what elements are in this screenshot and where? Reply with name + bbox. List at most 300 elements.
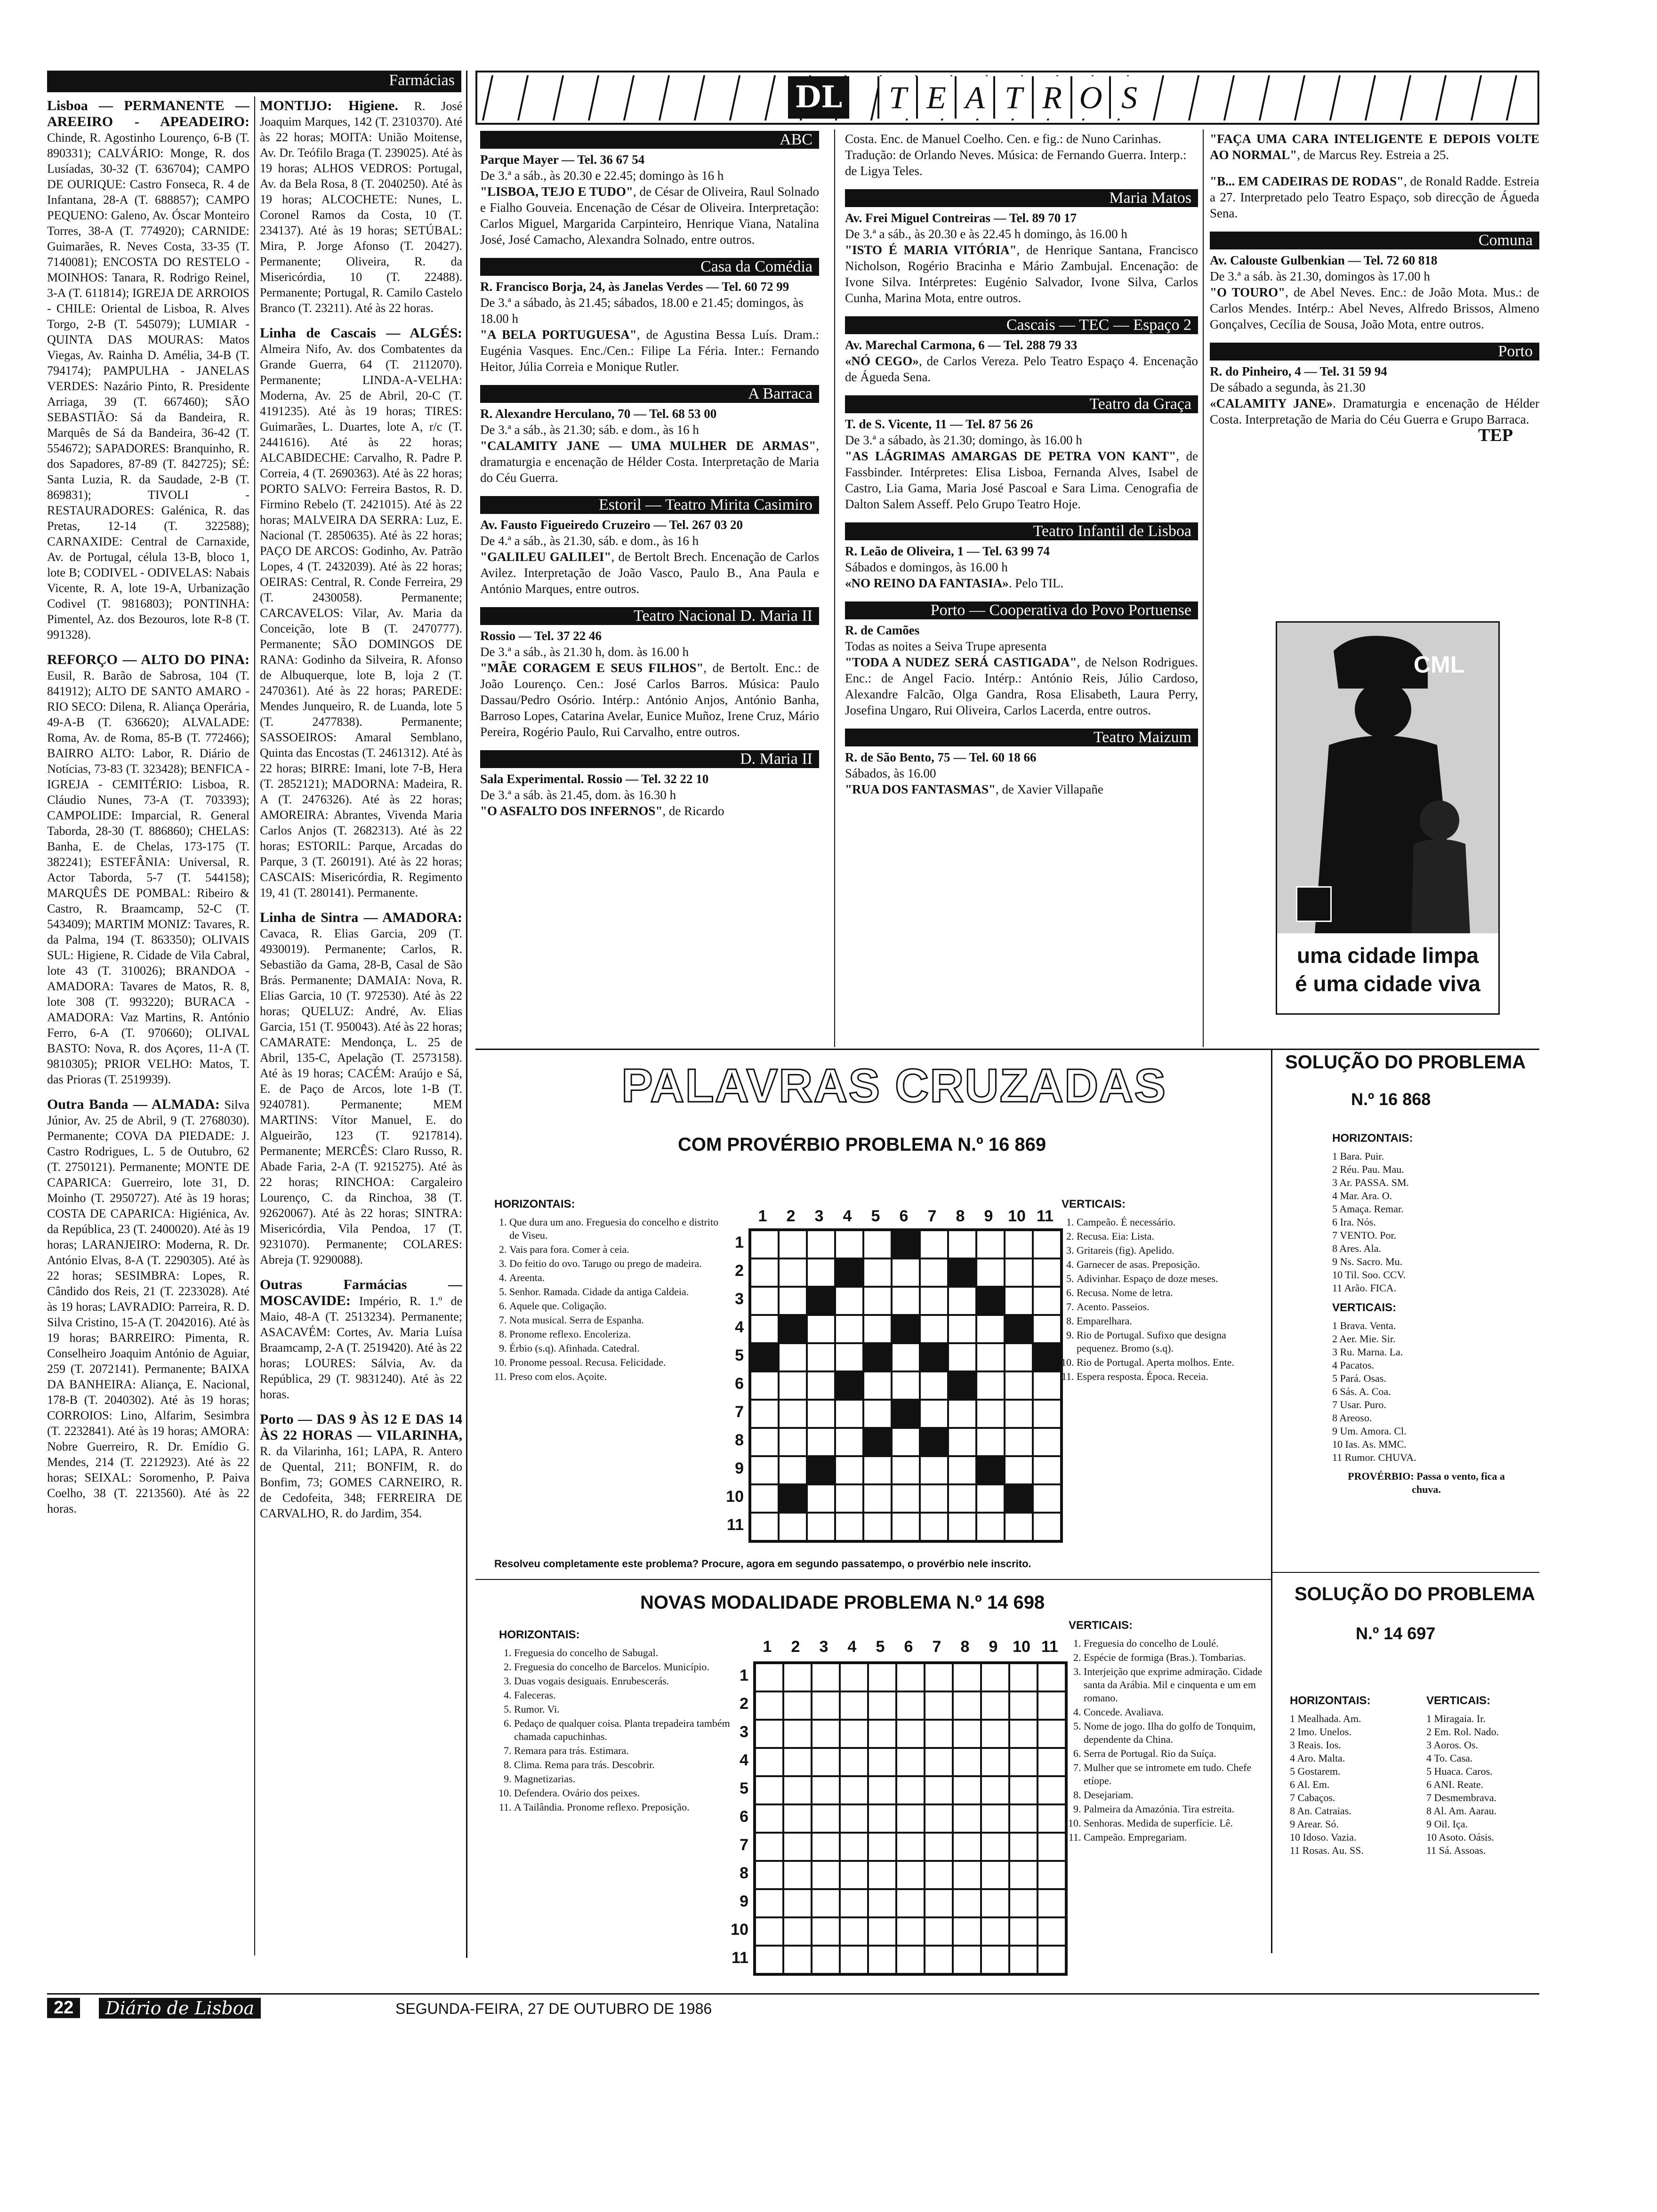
grid-cell[interactable] <box>783 1748 812 1776</box>
clue: 11. Preso com elos. Açoite. <box>509 1370 730 1383</box>
grid-cell[interactable] <box>783 1804 812 1833</box>
grid-cell[interactable] <box>807 1428 835 1456</box>
banner-slash <box>1294 75 1305 120</box>
grid-cell[interactable] <box>1005 1371 1033 1400</box>
grid-cell[interactable] <box>812 1776 840 1804</box>
grid-cell[interactable] <box>948 1287 976 1315</box>
grid-cell[interactable] <box>892 1287 920 1315</box>
grid-cell[interactable] <box>981 1889 1009 1917</box>
grid-cell[interactable] <box>1009 1917 1038 1946</box>
grid-cell[interactable] <box>925 1833 953 1861</box>
grid-cell[interactable] <box>1038 1917 1066 1946</box>
grid-cell[interactable] <box>755 1946 783 1974</box>
theatre-entry <box>845 522 1198 591</box>
grid-cell[interactable] <box>863 1400 892 1428</box>
grid-cell[interactable] <box>783 1861 812 1889</box>
grid-cell[interactable] <box>868 1861 896 1889</box>
grid-cell[interactable] <box>779 1400 807 1428</box>
grid-cell[interactable] <box>953 1917 981 1946</box>
grid-cell[interactable] <box>750 1315 779 1343</box>
grid-cell[interactable] <box>953 1691 981 1720</box>
grid-cell[interactable] <box>953 1776 981 1804</box>
clue: 11. Espera resposta. Época. Receia. <box>1077 1370 1264 1383</box>
solution-line: 1 Brava. Venta. <box>1332 1320 1396 1331</box>
banner-letter: T <box>993 76 1032 119</box>
grid-cell[interactable] <box>920 1400 948 1428</box>
grid-cell[interactable] <box>840 1663 868 1691</box>
grid-cell[interactable] <box>892 1456 920 1484</box>
grid-cell[interactable] <box>920 1371 948 1400</box>
solution-line: 11 Sá. Assoas. <box>1426 1844 1486 1856</box>
play-credits: , de Nelson Rodrigues. Enc.: de Angel Facio. Intérp.: António Reis, Júlio Cardoso, Alexandre Falcão, Olga Gandra, Rosa Elisabeth, Laura Perry, Josefina Ungaro, Rui Oliveira, Carlos Lacerda, entre outros. <box>845 655 1198 717</box>
grid-cell[interactable] <box>976 1428 1005 1456</box>
grid-cell[interactable] <box>783 1776 812 1804</box>
grid-cell[interactable] <box>925 1889 953 1917</box>
clue: 8. Emparelhara. <box>1077 1314 1264 1328</box>
grid-cell[interactable] <box>896 1663 925 1691</box>
grid-cell[interactable] <box>1009 1691 1038 1720</box>
grid-cell[interactable] <box>953 1889 981 1917</box>
theatre-play <box>845 353 1198 385</box>
grid-cell[interactable] <box>981 1776 1009 1804</box>
grid-cell[interactable] <box>896 1748 925 1776</box>
grid-cell[interactable] <box>953 1861 981 1889</box>
grid-cell[interactable] <box>1033 1258 1061 1287</box>
grid-cell[interactable] <box>750 1400 779 1428</box>
grid-cell[interactable] <box>896 1917 925 1946</box>
pharmacies-header: Farmácias <box>47 71 461 92</box>
play-credits: , de Ricardo <box>662 804 724 818</box>
grid-cell[interactable] <box>779 1258 807 1287</box>
black-cell <box>835 1371 863 1400</box>
grid-cell[interactable] <box>953 1720 981 1748</box>
grid-cell[interactable] <box>755 1889 783 1917</box>
black-cell <box>807 1287 835 1315</box>
clue: 8. Pronome reflexo. Encoleriza. <box>509 1328 730 1341</box>
grid-cell[interactable] <box>750 1513 779 1541</box>
theatre-schedule: Sábados, às 16.00 <box>845 766 936 780</box>
grid-cell[interactable] <box>868 1691 896 1720</box>
grid-cell[interactable] <box>948 1343 976 1371</box>
banner-slash <box>517 75 529 120</box>
banner-slash <box>482 75 493 120</box>
theatre-entry <box>480 131 819 248</box>
grid-cell[interactable] <box>1005 1230 1033 1258</box>
grid-cell[interactable] <box>976 1315 1005 1343</box>
grid-cell[interactable] <box>863 1513 892 1541</box>
grid-cell[interactable] <box>812 1917 840 1946</box>
row-number: 4 <box>740 1751 748 1769</box>
crossword2-row-numbers <box>725 1661 748 1972</box>
grid-cell[interactable] <box>925 1861 953 1889</box>
grid-cell[interactable] <box>840 1889 868 1917</box>
clue: 5. Senhor. Ramada. Cidade da antiga Caldeia. <box>509 1285 730 1298</box>
clue: 3. Interjeição que exprime admiração. Cidade santa da Arábia. Mil e cinquenta e um em romano. <box>1084 1665 1266 1705</box>
grid-cell[interactable] <box>981 1917 1009 1946</box>
grid-cell[interactable] <box>783 1833 812 1861</box>
grid-cell[interactable] <box>840 1833 868 1861</box>
grid-cell[interactable] <box>779 1456 807 1484</box>
grid-cell[interactable] <box>896 1861 925 1889</box>
play-title: «NÓ CEGO» <box>845 354 919 368</box>
solution-line: 3 Aoros. Os. <box>1426 1739 1479 1751</box>
grid-cell[interactable] <box>892 1343 920 1371</box>
grid-cell[interactable] <box>892 1371 920 1400</box>
grid-cell[interactable] <box>835 1343 863 1371</box>
grid-cell[interactable] <box>1033 1315 1061 1343</box>
grid-cell[interactable] <box>868 1917 896 1946</box>
banner-slash <box>1329 75 1341 120</box>
grid-cell[interactable] <box>1005 1287 1033 1315</box>
grid-cell[interactable] <box>1005 1400 1033 1428</box>
grid-cell[interactable] <box>807 1400 835 1428</box>
solution-line: 10 Asoto. Oásis. <box>1426 1831 1495 1843</box>
theatre-schedule: De 3.ª a sáb., às 20.30 e às 22.45 h domingo, às 16.00 h <box>845 227 1127 241</box>
clue: 11. A Tailândia. Pronome reflexo. Preposição. <box>514 1801 734 1814</box>
grid-cell[interactable] <box>896 1804 925 1833</box>
play-credits: , de Henrique Santana, Francisco Nicholson, Rogério Bracinha e Mário Zambujal. Encenação: de Ivone Silva. Intérpretes: Eugénio Salvador, Ivone Silva, Carlos Cunha, Marina Mota, entre outros. <box>845 243 1198 305</box>
grid-cell[interactable] <box>1033 1428 1061 1456</box>
theatre-schedule: De 4.ª a sáb., às 21.30, sáb. e dom., às 16 h <box>480 534 699 548</box>
grid-cell[interactable] <box>779 1513 807 1541</box>
grid-cell[interactable] <box>1033 1287 1061 1315</box>
grid-cell[interactable] <box>835 1230 863 1258</box>
grid-cell[interactable] <box>1005 1513 1033 1541</box>
grid-cell[interactable] <box>779 1343 807 1371</box>
grid-cell[interactable] <box>920 1315 948 1343</box>
grid-cell[interactable] <box>779 1230 807 1258</box>
grid-cell[interactable] <box>953 1833 981 1861</box>
clue: 1. Freguesia do concelho de Loulé. <box>1084 1637 1266 1650</box>
row-number: 4 <box>735 1318 744 1336</box>
grid-cell[interactable] <box>981 1748 1009 1776</box>
grid-cell[interactable] <box>1009 1833 1038 1861</box>
solution-line: 2 Imo. Unelos. <box>1290 1726 1351 1738</box>
grid-cell[interactable] <box>925 1720 953 1748</box>
grid-cell[interactable] <box>948 1456 976 1484</box>
grid-cell[interactable] <box>981 1804 1009 1833</box>
grid-cell[interactable] <box>925 1663 953 1691</box>
column-number: 8 <box>956 1207 965 1225</box>
grid-cell[interactable] <box>925 1917 953 1946</box>
grid-cell[interactable] <box>783 1720 812 1748</box>
grid-cell[interactable] <box>920 1258 948 1287</box>
grid-cell[interactable] <box>835 1287 863 1315</box>
theatre-schedule: De 3.ª a sáb., às 20.30 e 22.45; domingo às 16 h <box>480 168 724 183</box>
pharmacy-lead: MONTIJO: Higiene. <box>260 98 398 113</box>
grid-cell[interactable] <box>892 1258 920 1287</box>
theatre-entry <box>480 258 819 375</box>
grid-cell[interactable] <box>1009 1946 1038 1974</box>
grid-cell[interactable] <box>812 1748 840 1776</box>
crossword2-grid[interactable] <box>753 1661 1068 1976</box>
grid-cell[interactable] <box>812 1946 840 1974</box>
grid-cell[interactable] <box>868 1776 896 1804</box>
grid-cell[interactable] <box>976 1484 1005 1513</box>
grid-cell[interactable] <box>981 1691 1009 1720</box>
teatros-divider-2 <box>1203 129 1204 1047</box>
grid-cell[interactable] <box>807 1343 835 1371</box>
pharmacy-paragraph <box>47 1097 249 1516</box>
grid-cell[interactable] <box>925 1804 953 1833</box>
grid-cell[interactable] <box>835 1456 863 1484</box>
grid-cell[interactable] <box>1038 1691 1066 1720</box>
grid-cell[interactable] <box>750 1371 779 1400</box>
grid-cell[interactable] <box>925 1691 953 1720</box>
grid-cell[interactable] <box>840 1720 868 1748</box>
grid-cell[interactable] <box>812 1861 840 1889</box>
theatre-play <box>1210 284 1539 332</box>
row-number: 6 <box>735 1375 744 1393</box>
grid-cell[interactable] <box>1009 1861 1038 1889</box>
grid-cell[interactable] <box>1009 1720 1038 1748</box>
grid-cell[interactable] <box>750 1456 779 1484</box>
column-number: 11 <box>1037 1207 1054 1225</box>
grid-cell[interactable] <box>920 1287 948 1315</box>
grid-cell[interactable] <box>807 1230 835 1258</box>
grid-cell[interactable] <box>868 1946 896 1974</box>
grid-cell[interactable] <box>835 1400 863 1428</box>
grid-cell[interactable] <box>783 1889 812 1917</box>
theatre-address: Parque Mayer — Tel. 36 67 54 <box>480 152 645 167</box>
solution-line: 3 Ar. PASSA. SM. <box>1332 1177 1409 1188</box>
grid-cell[interactable] <box>1038 1804 1066 1833</box>
grid-cell[interactable] <box>840 1861 868 1889</box>
grid-cell[interactable] <box>807 1484 835 1513</box>
crossword1-grid[interactable] <box>748 1228 1063 1543</box>
grid-cell[interactable] <box>840 1804 868 1833</box>
theatre-schedule: De 3.ª a sáb., às 21.30; sáb. e dom., às 16 h <box>480 423 699 437</box>
clue: 11. Campeão. Empregariam. <box>1084 1831 1266 1844</box>
grid-cell[interactable] <box>755 1776 783 1804</box>
grid-cell[interactable] <box>868 1833 896 1861</box>
grid-cell[interactable] <box>948 1513 976 1541</box>
grid-cell[interactable] <box>783 1917 812 1946</box>
black-cell <box>1005 1484 1033 1513</box>
grid-cell[interactable] <box>1033 1456 1061 1484</box>
grid-cell[interactable] <box>835 1428 863 1456</box>
play-credits: , de Bertolt. Enc.: de João Lourenço. Cen.: José Carlos Barros. Música: Paulo Dassau/Pedro Osório. Intérp.: António Anjos, António Banha, Barroso Lopes, Catarina Avelar, Eunice Muñoz, Irene Cruz, Mário Pereira, Rogério Paulo, Rui Carvalho, entre outros. <box>480 661 819 739</box>
grid-cell[interactable] <box>840 1748 868 1776</box>
grid-cell[interactable] <box>750 1258 779 1287</box>
theatre-play <box>480 803 819 819</box>
theatre-address: R. Leão de Oliveira, 1 — Tel. 63 99 74 <box>845 544 1050 558</box>
grid-cell[interactable] <box>868 1663 896 1691</box>
grid-cell[interactable] <box>750 1287 779 1315</box>
grid-cell[interactable] <box>976 1400 1005 1428</box>
grid-cell[interactable] <box>1009 1804 1038 1833</box>
banner-slash <box>1259 75 1270 120</box>
grid-cell[interactable] <box>807 1258 835 1287</box>
clue: 5. Nome de jogo. Ilha do golfo de Tonquim, dependente da China. <box>1084 1720 1266 1746</box>
grid-cell[interactable] <box>835 1315 863 1343</box>
grid-cell[interactable] <box>863 1484 892 1513</box>
grid-cell[interactable] <box>840 1917 868 1946</box>
grid-cell[interactable] <box>750 1428 779 1456</box>
grid-cell[interactable] <box>755 1663 783 1691</box>
grid-cell[interactable] <box>896 1833 925 1861</box>
grid-cell[interactable] <box>1038 1833 1066 1861</box>
grid-cell[interactable] <box>948 1484 976 1513</box>
play-credits: , de Bertolt Brech. Encenação de Carlos Avilez. Interpretação de João Vasco, Paulo B., Ana Paula e António Marques, entre outros. <box>480 550 819 596</box>
grid-cell[interactable] <box>863 1456 892 1484</box>
grid-cell[interactable] <box>1033 1400 1061 1428</box>
clue: 6. Aquele que. Coligação. <box>509 1299 730 1313</box>
crossword1-verticais: VERTICAIS: 1. Campeão. É necessário. 2. Recusa. Eia: Lista. 3. Gritareis (fig). Apelido. 4. Garnecer de asas. Preposição. 5. Adivinhar. Espaço de doze meses. 6. Recusa. Nome de letra. 7. Acento. Passeios. 8. Emparelhara. 9. Rio de Portugal. Sufixo que designa pequenez. Bromo (s.q). 10. Rio de Portugal. Aperta molhos. Ente. 11. Espera resposta. Época. Receia. <box>1062 1198 1264 1384</box>
grid-cell[interactable] <box>981 1946 1009 1974</box>
solution-line: 2 Aer. Mie. Sir. <box>1332 1333 1396 1345</box>
row-number: 6 <box>740 1808 748 1826</box>
grid-cell[interactable] <box>892 1484 920 1513</box>
clue: 9. Palmeira da Amazónia. Tira estreita. <box>1084 1803 1266 1816</box>
grid-cell[interactable] <box>1009 1776 1038 1804</box>
banner-letters <box>877 76 1148 119</box>
grid-cell[interactable] <box>812 1804 840 1833</box>
grid-cell[interactable] <box>755 1720 783 1748</box>
grid-cell[interactable] <box>863 1258 892 1287</box>
grid-cell[interactable] <box>896 1720 925 1748</box>
grid-cell[interactable] <box>976 1230 1005 1258</box>
grid-cell[interactable] <box>755 1861 783 1889</box>
clue: 7. Nota musical. Serra de Espanha. <box>509 1314 730 1327</box>
grid-cell[interactable] <box>1009 1663 1038 1691</box>
grid-cell[interactable] <box>1005 1343 1033 1371</box>
grid-cell[interactable] <box>920 1513 948 1541</box>
grid-cell[interactable] <box>925 1748 953 1776</box>
clue: 7. Remara para trás. Estimara. <box>514 1744 734 1757</box>
grid-cell[interactable] <box>953 1748 981 1776</box>
grid-cell[interactable] <box>863 1230 892 1258</box>
grid-cell[interactable] <box>1038 1748 1066 1776</box>
crossword1-bottom-rule <box>475 1579 1271 1580</box>
theatre-entry <box>1210 232 1539 332</box>
grid-cell[interactable] <box>953 1663 981 1691</box>
grid-cell[interactable] <box>1033 1513 1061 1541</box>
grid-cell[interactable] <box>976 1258 1005 1287</box>
grid-cell[interactable] <box>948 1428 976 1456</box>
grid-cell[interactable] <box>779 1371 807 1400</box>
grid-cell[interactable] <box>1038 1720 1066 1748</box>
grid-cell[interactable] <box>981 1833 1009 1861</box>
grid-cell[interactable] <box>840 1776 868 1804</box>
grid-cell[interactable] <box>863 1371 892 1400</box>
grid-cell[interactable] <box>976 1343 1005 1371</box>
grid-cell[interactable] <box>750 1230 779 1258</box>
grid-cell[interactable] <box>755 1833 783 1861</box>
grid-cell[interactable] <box>920 1456 948 1484</box>
grid-cell[interactable] <box>835 1484 863 1513</box>
cml-emblem-icon <box>1296 886 1332 922</box>
grid-cell[interactable] <box>755 1691 783 1720</box>
grid-cell[interactable] <box>1038 1946 1066 1974</box>
grid-cell[interactable] <box>896 1946 925 1974</box>
black-cell <box>835 1258 863 1287</box>
grid-cell[interactable] <box>953 1946 981 1974</box>
grid-cell[interactable] <box>1033 1371 1061 1400</box>
grid-cell[interactable] <box>868 1748 896 1776</box>
clue: 5. Rumor. Vi. <box>514 1703 734 1716</box>
theatre-address: R. de São Bento, 75 — Tel. 60 18 66 <box>845 750 1037 764</box>
grid-cell[interactable] <box>812 1663 840 1691</box>
grid-cell[interactable] <box>807 1315 835 1343</box>
grid-cell[interactable] <box>981 1663 1009 1691</box>
grid-cell[interactable] <box>812 1720 840 1748</box>
grid-cell[interactable] <box>892 1513 920 1541</box>
grid-cell[interactable] <box>925 1776 953 1804</box>
grid-cell[interactable] <box>755 1748 783 1776</box>
theatre-entry <box>480 607 819 740</box>
grid-cell[interactable] <box>863 1287 892 1315</box>
grid-cell[interactable] <box>755 1804 783 1833</box>
footer-rule <box>47 1993 1539 1995</box>
grid-cell[interactable] <box>1038 1663 1066 1691</box>
grid-cell[interactable] <box>863 1315 892 1343</box>
grid-cell[interactable] <box>925 1946 953 1974</box>
column-number: 9 <box>989 1638 998 1656</box>
grid-cell[interactable] <box>783 1691 812 1720</box>
grid-cell[interactable] <box>1038 1861 1066 1889</box>
grid-cell[interactable] <box>812 1833 840 1861</box>
grid-cell[interactable] <box>868 1720 896 1748</box>
grid-cell[interactable] <box>807 1371 835 1400</box>
banner-letter: S <box>1109 76 1148 119</box>
grid-cell[interactable] <box>783 1663 812 1691</box>
grid-cell[interactable] <box>896 1776 925 1804</box>
grid-cell[interactable] <box>812 1691 840 1720</box>
grid-cell[interactable] <box>840 1691 868 1720</box>
grid-cell[interactable] <box>835 1513 863 1541</box>
solution-line: 9 Ns. Sacro. Mu. <box>1332 1256 1403 1267</box>
grid-cell[interactable] <box>1005 1456 1033 1484</box>
grid-cell[interactable] <box>1033 1230 1061 1258</box>
grid-cell[interactable] <box>750 1484 779 1513</box>
grid-cell[interactable] <box>1009 1748 1038 1776</box>
grid-cell[interactable] <box>976 1371 1005 1400</box>
grid-cell[interactable] <box>1038 1776 1066 1804</box>
grid-cell[interactable] <box>1009 1889 1038 1917</box>
grid-cell[interactable] <box>920 1230 948 1258</box>
grid-cell[interactable] <box>1033 1484 1061 1513</box>
grid-cell[interactable] <box>948 1315 976 1343</box>
grid-cell[interactable] <box>1005 1258 1033 1287</box>
grid-cell[interactable] <box>896 1889 925 1917</box>
grid-cell[interactable] <box>807 1513 835 1541</box>
grid-cell[interactable] <box>1005 1428 1033 1456</box>
play-credits: , de Xavier Villapañe <box>996 782 1103 796</box>
grid-cell[interactable] <box>976 1513 1005 1541</box>
grid-cell[interactable] <box>953 1804 981 1833</box>
grid-cell[interactable] <box>840 1946 868 1974</box>
grid-cell[interactable] <box>920 1484 948 1513</box>
grid-cell[interactable] <box>896 1691 925 1720</box>
solution1-bottom-rule <box>1271 1572 1539 1573</box>
grid-cell[interactable] <box>868 1804 896 1833</box>
grid-cell[interactable] <box>981 1861 1009 1889</box>
grid-cell[interactable] <box>868 1889 896 1917</box>
grid-cell[interactable] <box>779 1287 807 1315</box>
grid-cell[interactable] <box>948 1400 976 1428</box>
grid-cell[interactable] <box>948 1230 976 1258</box>
grid-cell[interactable] <box>981 1720 1009 1748</box>
grid-cell[interactable] <box>783 1946 812 1974</box>
grid-cell[interactable] <box>755 1917 783 1946</box>
grid-cell[interactable] <box>1038 1889 1066 1917</box>
clue: 1. Campeão. É necessário. <box>1077 1216 1264 1229</box>
theatre-schedule: Sábados e domingos, às 16.00 h <box>845 560 1008 574</box>
grid-cell[interactable] <box>892 1428 920 1456</box>
grid-cell[interactable] <box>812 1889 840 1917</box>
grid-cell[interactable] <box>779 1428 807 1456</box>
